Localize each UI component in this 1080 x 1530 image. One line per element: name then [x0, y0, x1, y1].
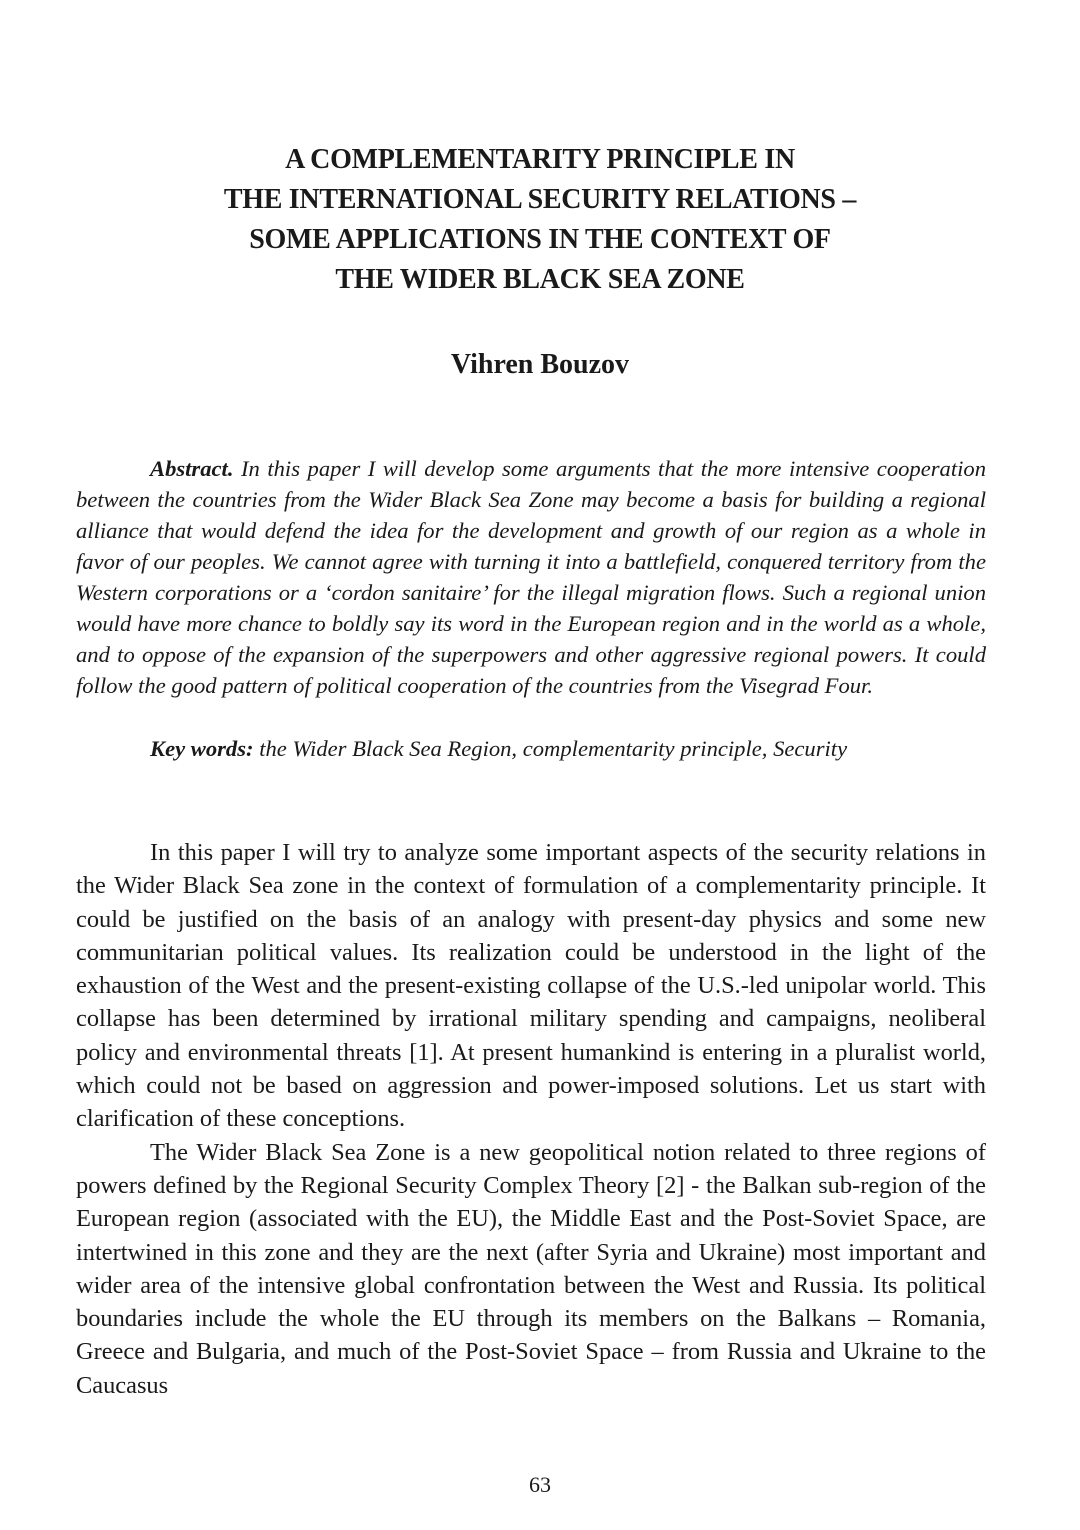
paper-title [100, 140, 980, 300]
author-name: Vihren Bouzov [450, 349, 630, 380]
page-number: 63 [529, 1472, 551, 1497]
keywords-text: the Wider Black Sea Region, complementarity principle, Security [259, 736, 848, 761]
keywords-label: Key words: [150, 736, 254, 761]
abstract-label: Abstract. [150, 456, 234, 481]
abstract-text: In this paper I will develop some arguments that the more intensive cooperation between the countries from the Wider Black Sea Zone may become a basis for building a regional alliance that would defend the idea for the development and growth of our region as a whole in favor of our peoples. We cannot agree with turning it into a battlefield, conquered territory from the Western corporations or a ‘cordon sanitaire’ for the illegal migration flows. Such a regional union would have more chance to boldly say its word in the European region and in the world as a whole, and to oppose of the expansion of the superpowers and other aggressive regional powers. It could follow the good pattern of political cooperation of the countries from the Visegrad Four. [76, 456, 986, 698]
title-line: A COMPLEMENTARITY PRINCIPLE IN [285, 144, 795, 175]
abstract [76, 453, 986, 701]
keywords [76, 733, 986, 764]
body-paragraph: The Wider Black Sea Zone is a new geopolitical notion related to three regions of powers defined by the Regional Security Complex Theory [2] - the Balkan sub-region of the European region (associated with the EU), the Middle East and the Post-Soviet Space, are intertwined in this zone and they are the next (after Syria and Ukraine) most important and wider area of the intensive global confrontation between the West and Russia. Its political boundaries include the whole the EU through its members on the Balkans – Romania, Greece and Bulgaria, and much of the Post-Soviet Space – from Russia and Ukraine to the Caucasus [76, 1138, 986, 1399]
body-text [76, 836, 986, 1402]
title-line: THE INTERNATIONAL SECURITY RELATIONS – [223, 184, 857, 215]
title-line: SOME APPLICATIONS IN THE CONTEXT OF [249, 224, 831, 255]
body-paragraph: In this paper I will try to analyze some important aspects of the security relations in the Wider Black Sea zone in the context of formulation of a complementarity principle. It could be justified on the basis of an analogy with present-day physics and some new communitarian political values. Its realization could be understood in the light of the exhaustion of the West and the present-existing collapse of the U.S.-led unipolar world. This collapse has been determined by irrational military spending and campaigns, neoliberal policy and environmental threats [1]. At present humankind is entering in a pluralist world, which could not be based on aggression and power-imposed solutions. Let us start with clarification of these conceptions. [76, 839, 986, 1133]
title-line: THE WIDER BLACK SEA ZONE [335, 264, 745, 295]
